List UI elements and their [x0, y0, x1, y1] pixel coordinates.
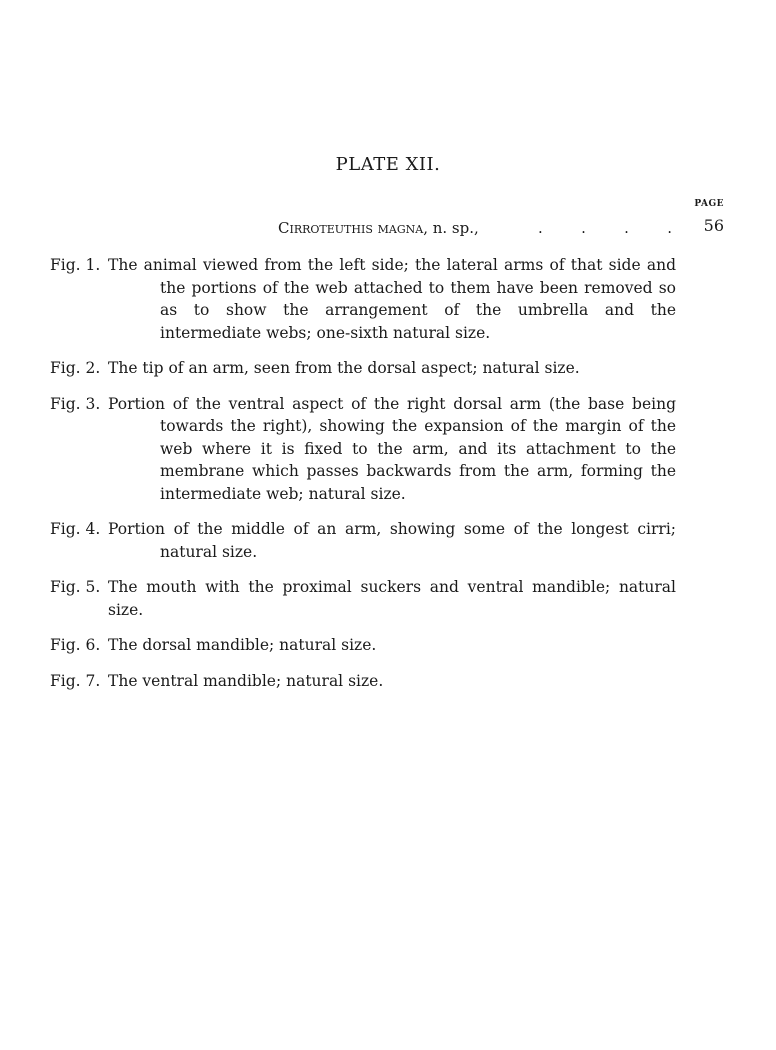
- figure-caption-1: [50, 254, 676, 344]
- figure-caption-6: [50, 634, 676, 657]
- species-line: [278, 219, 479, 237]
- leader-dots: . . . .: [538, 219, 672, 237]
- figure-text: Portion of the ventral aspect of the right dorsal arm (the base being towards the right), showing the expansion of the margin of the web where it is fixed to the arm, and its attachment to the membrane which passes backwards from the arm, forming the intermediate web; natural size.: [108, 394, 676, 503]
- figure-caption-3: [50, 393, 676, 506]
- figure-label: Fig. 1.: [50, 256, 101, 274]
- figure-label: Fig. 4.: [50, 520, 101, 538]
- figure-label: Fig. 6.: [50, 636, 101, 654]
- figure-text: The mouth with the proximal suckers and ventral mandible; natural size.: [108, 578, 676, 619]
- page-column-heading: PAGE: [694, 199, 724, 209]
- figure-text: The dorsal mandible; natural size.: [108, 636, 377, 654]
- figure-caption-4: [50, 518, 676, 563]
- species-name: Cirroteuthis magna: [278, 219, 424, 237]
- plate-title: PLATE XII.: [335, 154, 441, 175]
- page-number: 56: [703, 216, 724, 235]
- figure-label: Fig. 5.: [50, 578, 101, 596]
- figure-text: The tip of an arm, seen from the dorsal aspect; natural size.: [108, 359, 580, 377]
- figure-text: The animal viewed from the left side; the lateral arms of that side and the portions of the web attached to them have been removed so as to show the arrangement of the umbrella and the intermediate webs; one-sixth natural size.: [108, 256, 676, 342]
- figure-label: Fig. 2.: [50, 359, 101, 377]
- figure-label: Fig. 7.: [50, 671, 101, 690]
- figure-text: The ventral mandible; natural size.: [108, 671, 384, 690]
- figure-caption-2: [50, 357, 676, 380]
- species-suffix: , n. sp.,: [423, 219, 479, 237]
- figure-label: Fig. 3.: [50, 394, 101, 413]
- figure-caption-5: [50, 576, 676, 621]
- figure-text: Portion of the middle of an arm, showing some of the longest cirri; natural size.: [108, 520, 676, 561]
- figure-caption-7: [50, 670, 676, 693]
- figure-captions-list: [50, 254, 676, 705]
